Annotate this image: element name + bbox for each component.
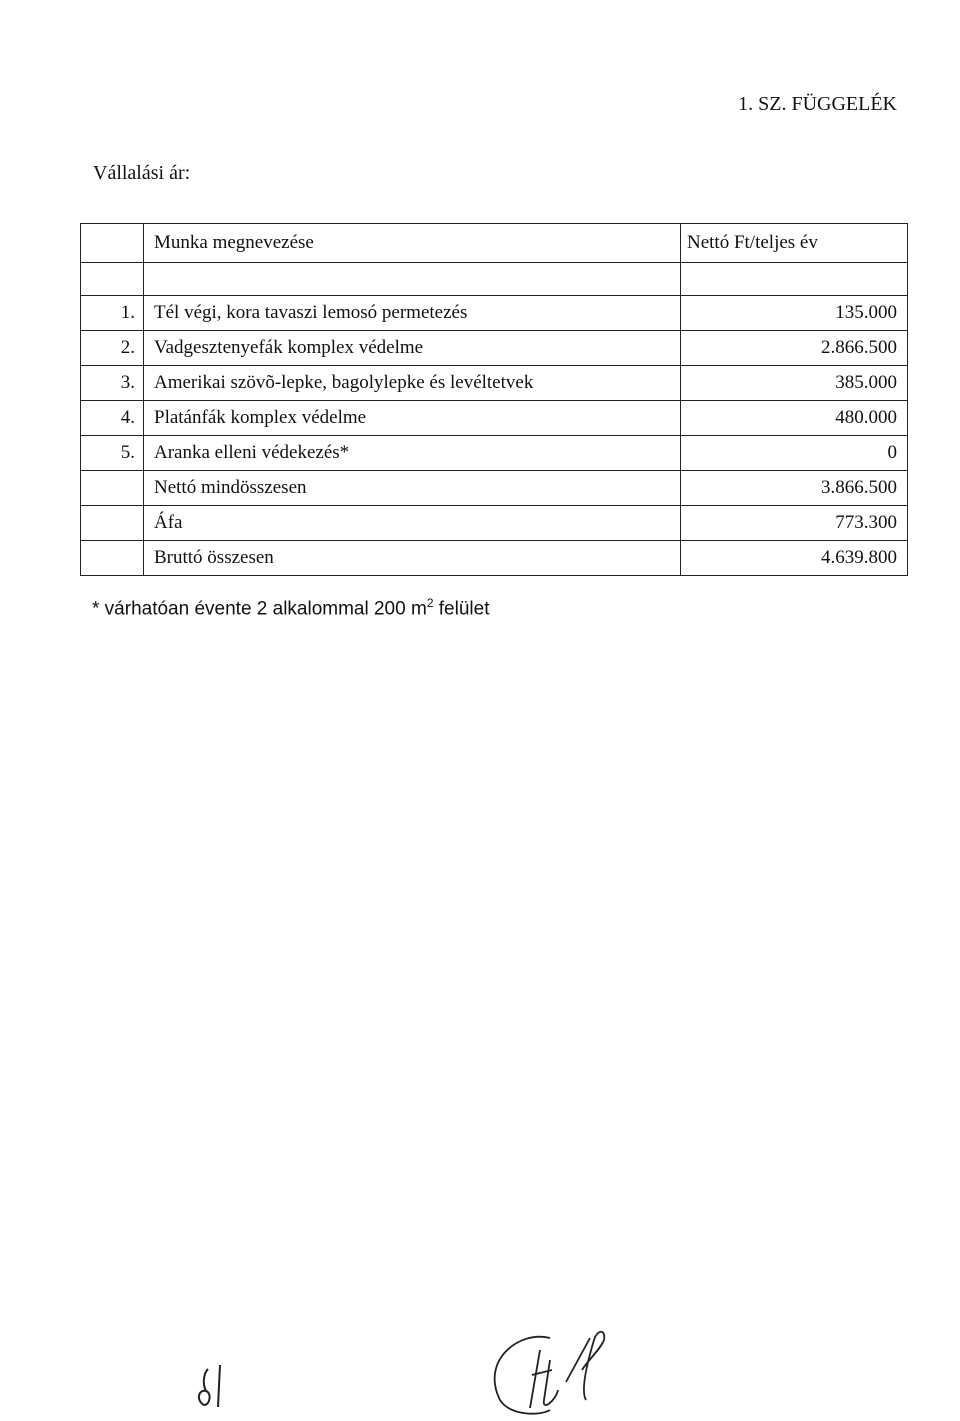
row-price: 480.000	[681, 401, 908, 436]
header-net-price: Nettó Ft/teljes év	[681, 224, 908, 263]
table-row	[81, 366, 908, 401]
spacer-cell	[81, 263, 144, 296]
total-num-cell	[81, 506, 144, 541]
table-row	[81, 436, 908, 471]
row-price: 385.000	[681, 366, 908, 401]
footnote-suffix: felület	[433, 598, 490, 620]
price-heading: Vállalási ár:	[93, 162, 191, 184]
spacer-cell	[144, 263, 681, 296]
row-price: 135.000	[681, 296, 908, 331]
spacer-cell	[681, 263, 908, 296]
total-label: Áfa	[144, 506, 681, 541]
row-number: 3.	[81, 366, 144, 401]
row-number: 5.	[81, 436, 144, 471]
total-row-net	[81, 471, 908, 506]
row-number: 4.	[81, 401, 144, 436]
row-number: 2.	[81, 331, 144, 366]
row-price: 2.866.500	[681, 331, 908, 366]
total-num-cell	[81, 471, 144, 506]
row-work-name: Aranka elleni védekezés*	[144, 436, 681, 471]
row-work-name: Platánfák komplex védelme	[144, 401, 681, 436]
table-spacer-row	[81, 263, 908, 296]
row-work-name: Vadgesztenyefák komplex védelme	[144, 331, 681, 366]
table-row	[81, 401, 908, 436]
price-table	[80, 223, 908, 576]
total-row-gross	[81, 541, 908, 576]
appendix-title: 1. SZ. FÜGGELÉK	[738, 93, 897, 115]
handwritten-signature	[470, 1320, 630, 1420]
table-row	[81, 296, 908, 331]
row-number: 1.	[81, 296, 144, 331]
handwritten-initials	[190, 1355, 240, 1415]
total-num-cell	[81, 541, 144, 576]
total-value: 3.866.500	[681, 471, 908, 506]
table-row	[81, 331, 908, 366]
footnote-superscript: 2	[426, 596, 434, 610]
total-row-vat	[81, 506, 908, 541]
row-work-name: Amerikai szövõ-lepke, bagolylepke és levéltetvek	[144, 366, 681, 401]
total-label: Bruttó összesen	[144, 541, 681, 576]
total-value: 4.639.800	[681, 541, 908, 576]
total-value: 773.300	[681, 506, 908, 541]
header-num-cell	[81, 224, 144, 263]
footnote	[92, 596, 489, 620]
header-work-name: Munka megnevezése	[144, 224, 681, 263]
total-label: Nettó mindösszesen	[144, 471, 681, 506]
table-header-row	[81, 224, 908, 263]
row-price: 0	[681, 436, 908, 471]
row-work-name: Tél végi, kora tavaszi lemosó permetezés	[144, 296, 681, 331]
footnote-text: * várhatóan évente 2 alkalommal 200 m	[92, 598, 427, 620]
